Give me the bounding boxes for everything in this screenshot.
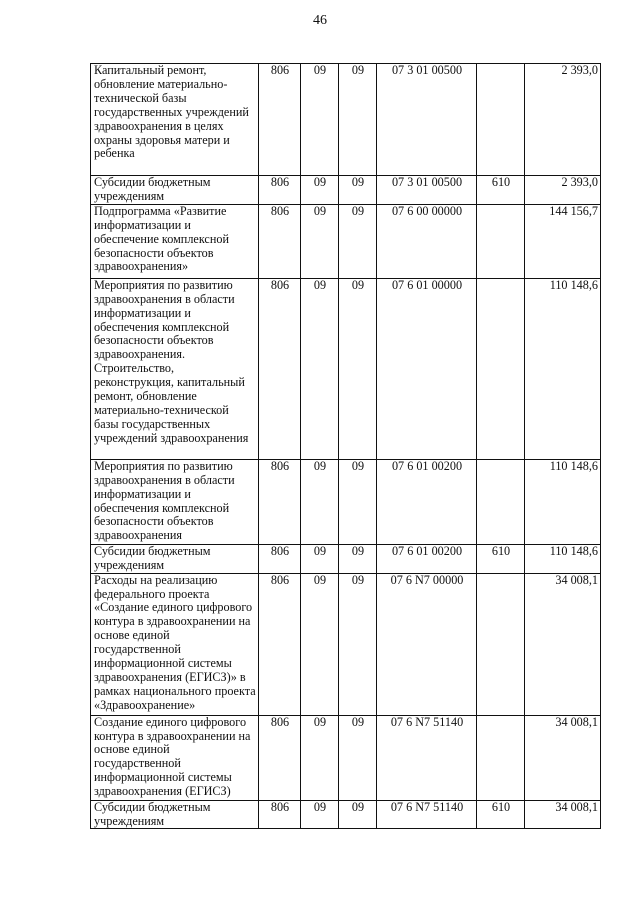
section-code-cell: 09 (301, 204, 339, 278)
page-number: 46 (313, 13, 327, 28)
section-code-cell: 09 (301, 573, 339, 715)
subsection-code-cell: 09 (339, 204, 377, 278)
amount-cell: 110 148,6 (525, 459, 601, 544)
table-row (91, 64, 601, 176)
table-row (91, 176, 601, 205)
expense-type-cell (477, 459, 525, 544)
table-row (91, 278, 601, 459)
ved-code-cell: 806 (259, 204, 301, 278)
section-code-cell: 09 (301, 800, 339, 829)
ved-code-cell: 806 (259, 800, 301, 829)
row-name-cell: Создание единого цифрового контура в здравоохранении на основе единой государственной информационной системы здравоохранения (ЕГИСЗ) (91, 715, 259, 800)
table-row (91, 459, 601, 544)
section-code-cell: 09 (301, 64, 339, 176)
expense-type-cell (477, 573, 525, 715)
target-article-cell: 07 3 01 00500 (377, 176, 477, 205)
subsection-code-cell: 09 (339, 573, 377, 715)
section-code-cell: 09 (301, 459, 339, 544)
expense-type-cell: 610 (477, 176, 525, 205)
row-name-cell: Мероприятия по развитию здравоохранения в области информатизации и обеспечения комплексной безопасности объектов здравоохранения. Строительство, реконструкция, капитальный ремонт, обновление материально-технической базы государственных учреждений здравоохранения (91, 278, 259, 459)
section-code-cell: 09 (301, 278, 339, 459)
subsection-code-cell: 09 (339, 64, 377, 176)
row-name-cell: Подпрограмма «Развитие информатизации и обеспечение комплексной безопасности объектов здравоохранения» (91, 204, 259, 278)
amount-cell: 110 148,6 (525, 278, 601, 459)
amount-cell: 144 156,7 (525, 204, 601, 278)
table-row (91, 573, 601, 715)
table-row (91, 800, 601, 829)
row-name-cell: Субсидии бюджетным учреждениям (91, 544, 259, 573)
subsection-code-cell: 09 (339, 176, 377, 205)
row-name-cell: Субсидии бюджетным учреждениям (91, 800, 259, 829)
amount-cell: 2 393,0 (525, 176, 601, 205)
subsection-code-cell: 09 (339, 278, 377, 459)
expense-type-cell: 610 (477, 800, 525, 829)
row-name-cell: Мероприятия по развитию здравоохранения в области информатизации и обеспечения комплексной безопасности объектов здравоохранения (91, 459, 259, 544)
target-article-cell: 07 6 N7 51140 (377, 800, 477, 829)
amount-cell: 110 148,6 (525, 544, 601, 573)
budget-table (90, 63, 601, 829)
expense-type-cell (477, 64, 525, 176)
target-article-cell: 07 3 01 00500 (377, 64, 477, 176)
row-name-cell: Субсидии бюджетным учреждениям (91, 176, 259, 205)
ved-code-cell: 806 (259, 573, 301, 715)
subsection-code-cell: 09 (339, 800, 377, 829)
section-code-cell: 09 (301, 176, 339, 205)
row-name-cell: Расходы на реализацию федерального проекта «Создание единого цифрового контура в здравоохранении на основе единой государственной информационной системы здравоохранения (ЕГИСЗ)» в рамках национального проекта «Здравоохранение» (91, 573, 259, 715)
amount-cell: 34 008,1 (525, 573, 601, 715)
ved-code-cell: 806 (259, 64, 301, 176)
table-row (91, 715, 601, 800)
subsection-code-cell: 09 (339, 715, 377, 800)
ved-code-cell: 806 (259, 176, 301, 205)
subsection-code-cell: 09 (339, 544, 377, 573)
target-article-cell: 07 6 N7 00000 (377, 573, 477, 715)
amount-cell: 34 008,1 (525, 715, 601, 800)
table-row (91, 204, 601, 278)
expense-type-cell: 610 (477, 544, 525, 573)
row-name-cell: Капитальный ремонт, обновление материально-технической базы государственных учреждений здравоохранения в целях охраны здоровья матери и ребенка (91, 64, 259, 176)
ved-code-cell: 806 (259, 715, 301, 800)
expense-type-cell (477, 204, 525, 278)
amount-cell: 2 393,0 (525, 64, 601, 176)
expense-type-cell (477, 715, 525, 800)
table-row (91, 544, 601, 573)
expense-type-cell (477, 278, 525, 459)
ved-code-cell: 806 (259, 278, 301, 459)
ved-code-cell: 806 (259, 544, 301, 573)
section-code-cell: 09 (301, 544, 339, 573)
target-article-cell: 07 6 N7 51140 (377, 715, 477, 800)
target-article-cell: 07 6 01 00200 (377, 544, 477, 573)
amount-cell: 34 008,1 (525, 800, 601, 829)
section-code-cell: 09 (301, 715, 339, 800)
ved-code-cell: 806 (259, 459, 301, 544)
subsection-code-cell: 09 (339, 459, 377, 544)
target-article-cell: 07 6 01 00200 (377, 459, 477, 544)
target-article-cell: 07 6 00 00000 (377, 204, 477, 278)
target-article-cell: 07 6 01 00000 (377, 278, 477, 459)
